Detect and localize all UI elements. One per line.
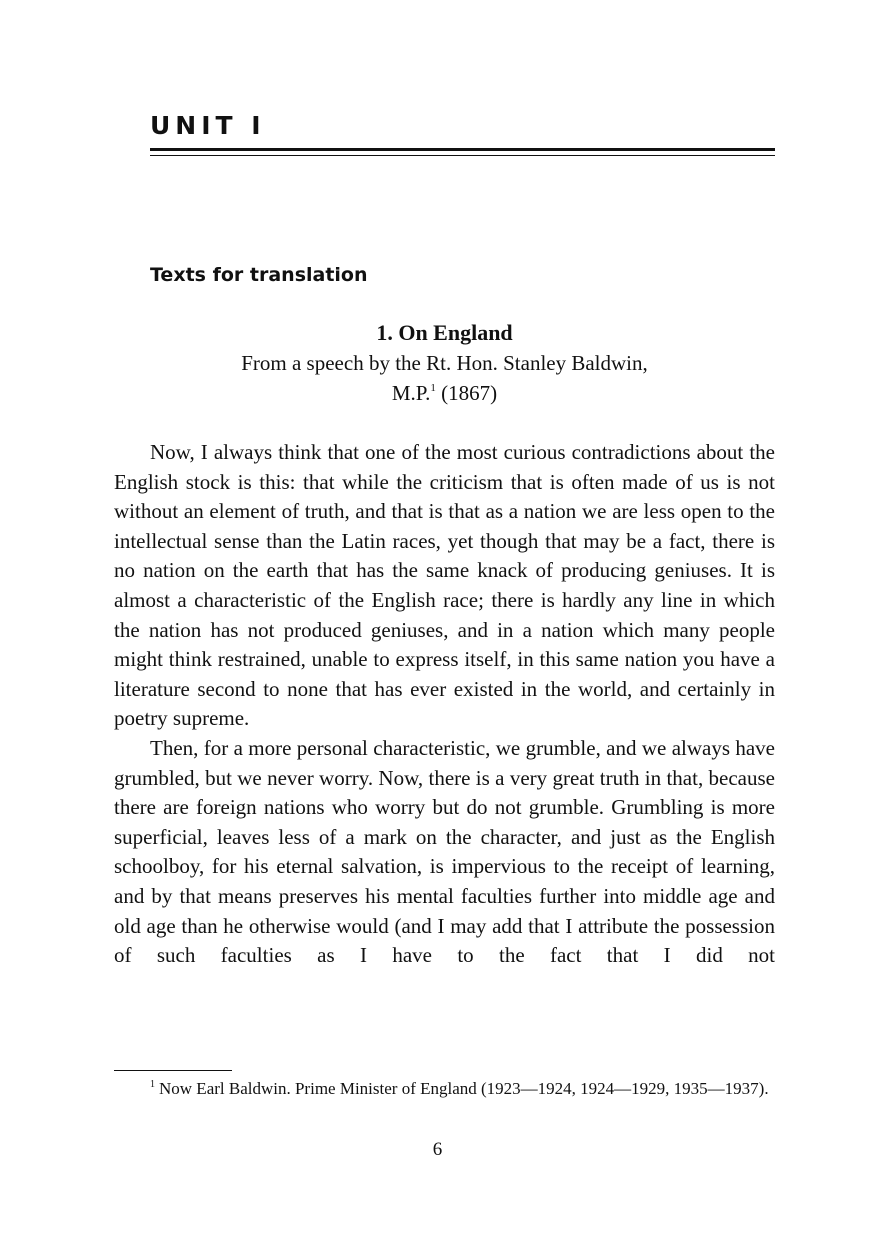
footnote-text: Now Earl Baldwin. Prime Minister of England (1923—1924, 1924—1929, 1935—1937). — [159, 1079, 769, 1098]
text-subtitle-line1: From a speech by the Rt. Hon. Stanley Baldwin, — [241, 351, 648, 375]
unit-title: UNIT I — [150, 111, 266, 140]
author-title: M.P. — [391, 381, 431, 405]
text-heading-block — [114, 318, 775, 408]
text-title: 1. On England — [376, 320, 513, 345]
unit-title-rule-thick — [150, 148, 775, 151]
unit-title-rule-thin — [150, 155, 775, 156]
footnote-separator — [114, 1070, 232, 1071]
body-text — [114, 438, 775, 971]
author-year: (1867) — [435, 381, 498, 405]
page-number: 6 — [432, 1139, 443, 1160]
footnote-marker: 1 — [430, 382, 436, 394]
text-subtitle-line2 — [114, 378, 775, 408]
paragraph: Then, for a more personal characteristic, we grumble, and we always have grumbled, but we never worry. Now, there is a very great truth in that, because there are foreign nations who worry but do not grumble. Grumbling is more superficial, leaves less of a mark on the character, and just as the English schoolboy, for his eternal salvation, is impervious to the receipt of learning, and by that means preserves his mental faculties further into middle age and old age than he otherwise would (and I may add that I attribute the possession of such faculties as I have to the fact that I did not — [114, 735, 775, 968]
section-heading: Texts for translation — [150, 264, 368, 286]
footnote-number: 1 — [150, 1079, 155, 1090]
footnote — [114, 1077, 775, 1101]
paragraph: Now, I always think that one of the most curious contradictions about the English stock is this: that while the criticism that is often made of us is not without an element of truth, and that is that as a nation we are less open to the intellectual sense than the Latin races, yet though that may be a fact, there is no nation on the earth that has the same knack of producing geniuses. It is almost a characteristic of the English race; there is hardly any line in which the nation has not produced geniuses, and in a nation which many people might think restrained, unable to express itself, in this same nation you have a literature second to none that has ever existed in the world, and certainly in poetry supreme. — [114, 440, 775, 731]
